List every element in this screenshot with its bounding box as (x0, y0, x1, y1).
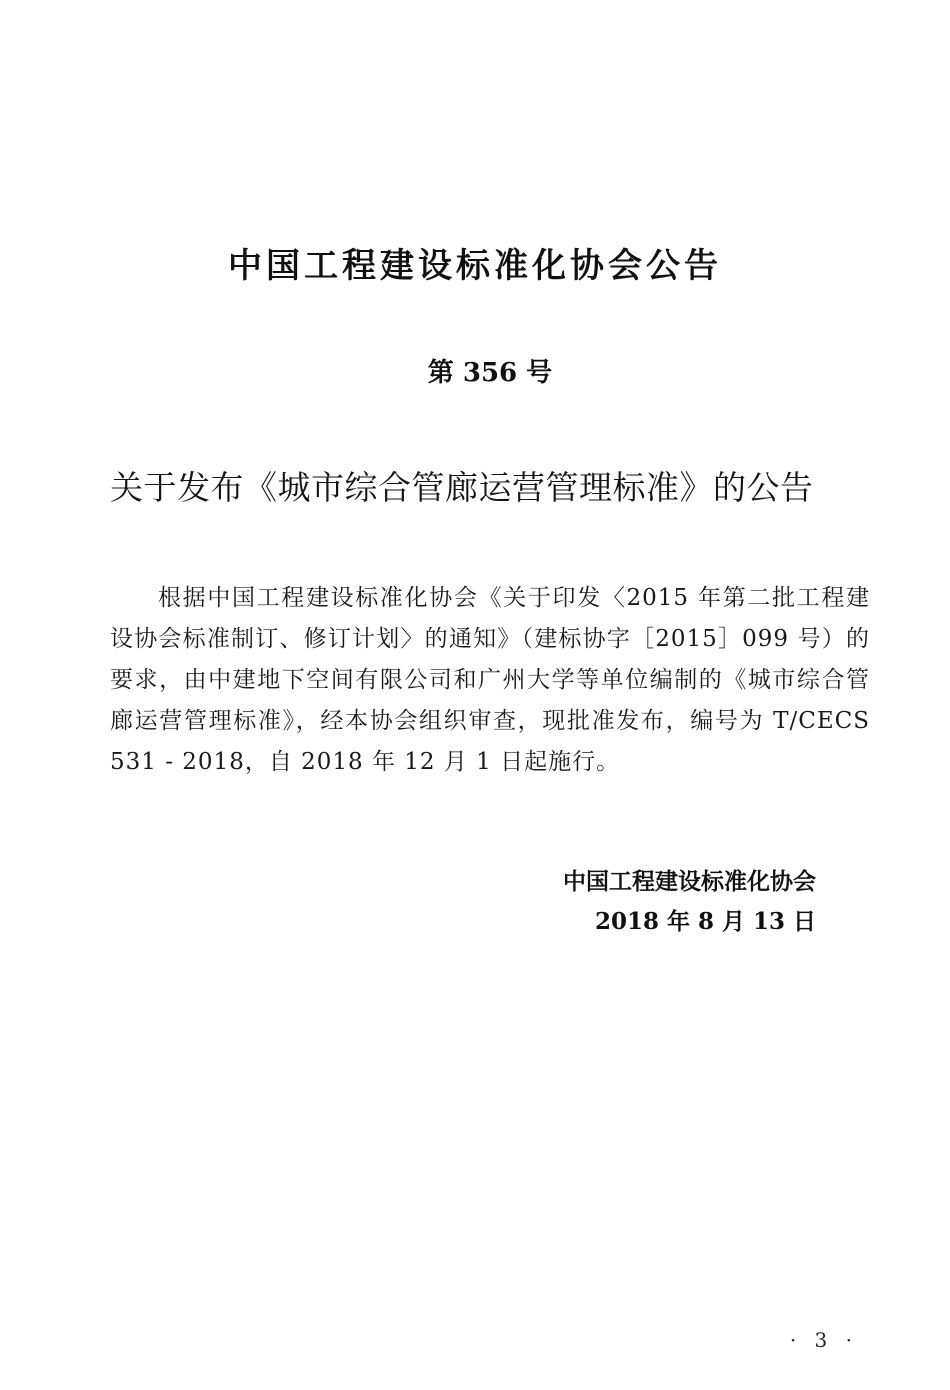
organization-title: 中国工程建设标准化协会公告 (228, 246, 722, 286)
notice-body: 根据中国工程建设标准化协会《关于印发〈2015 年第二批工程建设协会标准制订、修订计划〉的通知》（建标协字［2015］099 号）的要求，由中建地下空间有限公司和广州大学等单位编制的《城市综合管廊运营管理标准》，经本协会组织审查，现批准发布，编号为 T/CECS 531 - 2018，自 2018 年 12 月 1 日起施行。 (110, 585, 870, 775)
signature-block (563, 862, 816, 942)
signature-organization: 中国工程建设标准化协会 (563, 869, 816, 895)
notice-number: 第 356 号 (427, 358, 553, 388)
page-number: · 3 · (789, 1328, 858, 1352)
signature-date: 2018 年 8 月 13 日 (594, 908, 816, 935)
notice-subject: 关于发布《城市综合管廊运营管理标准》的公告 (110, 468, 814, 507)
